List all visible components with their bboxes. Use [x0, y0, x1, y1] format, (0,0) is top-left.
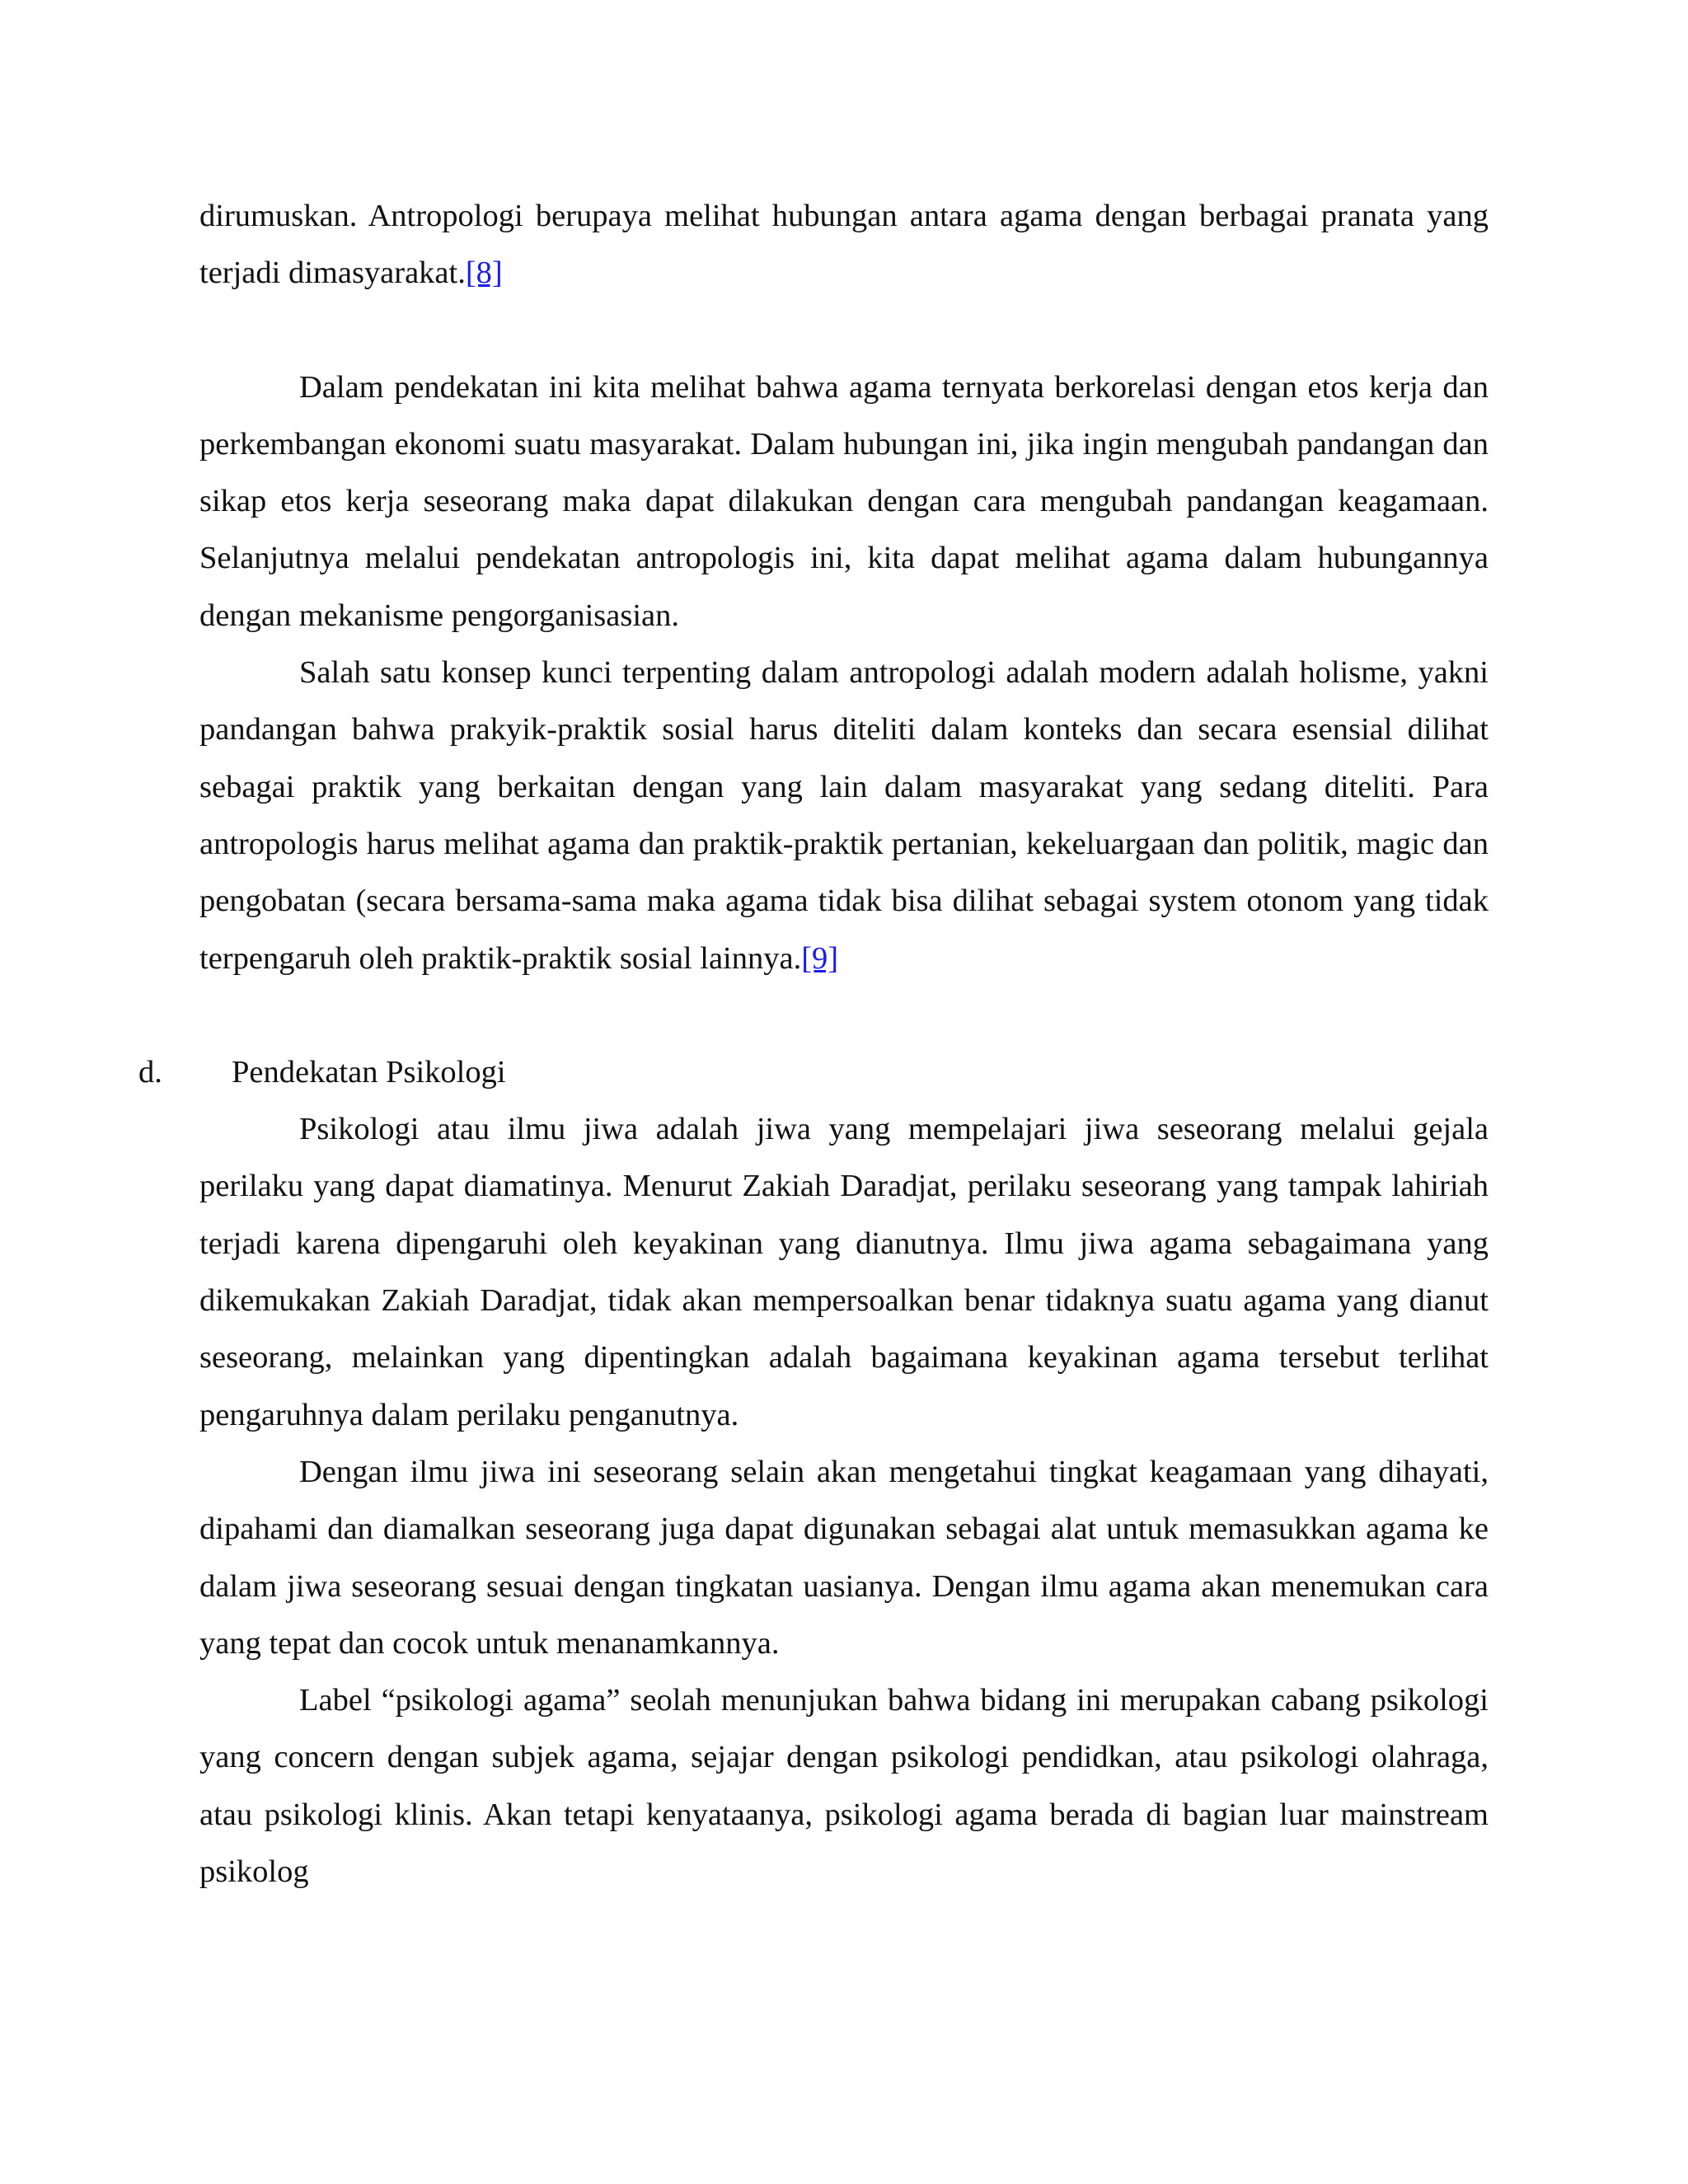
paragraph-psikologi: Psikologi atau ilmu jiwa adalah jiwa yang mempelajari jiwa seseorang melalui gejala perilaku yang dapat diamatinya. Menurut Zakiah Daradjat, perilaku seseorang yang tampak lahiriah terjadi karena dipengaruhi oleh keyakinan yang dianutnya. Ilmu jiwa agama sebagaimana yang dikemukakan Zakiah Daradjat, tidak akan mempersoalkan benar tidaknya suatu agama yang dianut seseorang, melainkan yang dipentingkan adalah bagaimana keyakinan agama tersebut terlihat pengaruhnya dalam perilaku penganutnya.	[199, 1112, 1489, 1432]
section-heading-d	[138, 1044, 1489, 1101]
footnote-link-8[interactable]: [8]	[465, 255, 503, 291]
paragraph-holisme-text: Salah satu konsep kunci terpenting dalam antropologi adalah modern adalah holisme, yakni pandangan bahwa prakyik-praktik sosial harus diteliti dalam konteks dan secara esensial dilihat sebagai praktik yang berkaitan dengan yang lain dalam masyarakat yang sedang diteliti. Para antropologis harus melihat agama dan praktik-praktik pertanian, kekeluargaan dan politik, magic dan pengobatan (secara bersama-sama maka agama tidak bisa dilihat sebagai system otonom yang tidak terpengaruh oleh praktik-praktik sosial lainnya.	[199, 655, 1489, 976]
paragraph-ilmu-jiwa: Dengan ilmu jiwa ini seseorang selain akan mengetahui tingkat keagamaan yang dihayati, dipahami dan diamalkan seseorang juga dapat digunakan sebagai alat untuk memasukkan agama ke dalam jiwa seseorang sesuai dengan tingkatan uasianya. Dengan ilmu agama akan menemukan cara yang tepat dan cocok untuk menanamkannya.	[199, 1454, 1489, 1661]
paragraph-label-psikologi-agama: Label “psikologi agama” seolah menunjukan bahwa bidang ini merupakan cabang psikologi yang concern dengan subjek agama, sejajar dengan psikologi pendidkan, atau psikologi olahraga, atau psikologi klinis. Akan tetapi kenyataanya, psikologi agama berada di bagian luar mainstream psikolog	[199, 1683, 1489, 1890]
paragraph-holisme	[199, 644, 1489, 987]
section-title: Pendekatan Psikologi	[232, 1054, 506, 1090]
paragraph-spacer	[199, 987, 1489, 1044]
paragraph-continuation	[199, 188, 1489, 302]
paragraph-continuation-text: dirumuskan. Antropologi berupaya melihat hubungan antara agama dengan berbagai pranata yang terjadi dimasyarakat.	[199, 199, 1489, 291]
paragraph-etos-kerja: Dalam pendekatan ini kita melihat bahwa agama ternyata berkorelasi dengan etos kerja dan perkembangan ekonomi suatu masyarakat. Dalam hubungan ini, jika ingin mengubah pandangan dan sikap etos kerja seseorang maka dapat dilakukan dengan cara mengubah pandangan keagamaan. Selanjutnya melalui pendekatan antropologis ini, kita dapat melihat agama dalam hubungannya dengan mekanisme pengorganisasian.	[199, 369, 1489, 633]
section-number: d.	[138, 1054, 162, 1090]
document-body	[138, 188, 1489, 1900]
paragraph-spacer	[199, 302, 1489, 359]
footnote-link-9[interactable]: [9]	[801, 940, 839, 976]
